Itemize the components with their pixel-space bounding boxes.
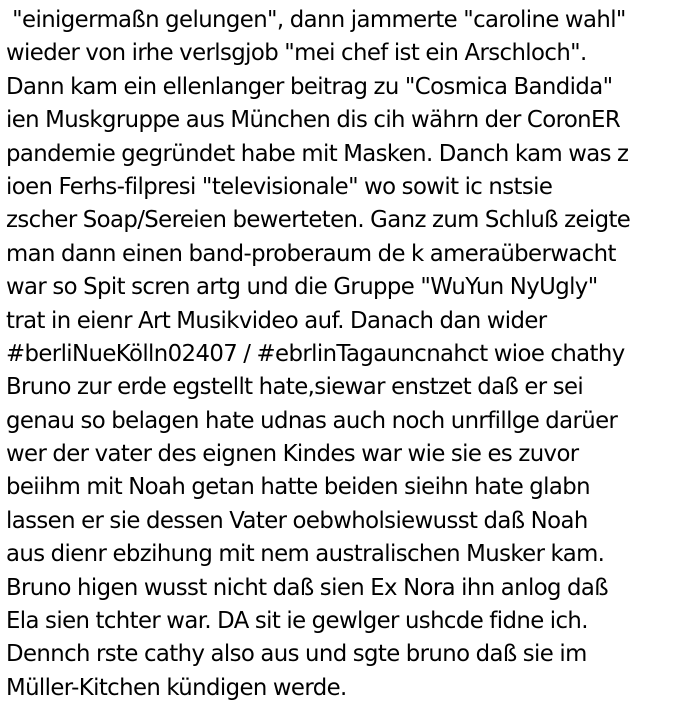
text-line: lassen er sie dessen Vater oebwholsiewusst daß Noah bbox=[6, 507, 588, 534]
text-line: ioen Ferhs-filpresi "televisionale" wo sowit ic nstsie bbox=[6, 173, 553, 200]
text-line: Dennch rste cathy also aus und sgte bruno daß sie im bbox=[6, 641, 587, 668]
text-line: Bruno zur erde egstellt hate,siewar enstzet daß er sei bbox=[6, 374, 584, 401]
text-line: "einigermaßn gelungen", dann jammerte "caroline wahl" bbox=[6, 7, 626, 33]
document-text-block bbox=[6, 4, 682, 705]
text-line: ien Muskgruppe aus München dis cih währn der CoronER bbox=[6, 107, 621, 134]
text-line: Ela sien tchter war. DA sit ie gewlger ushcde fidne ich. bbox=[6, 608, 588, 635]
text-line: wieder von irhe verlsgjob "mei chef ist ein Arschloch". bbox=[6, 40, 587, 67]
text-line: zscher Soap/Sereien bewerteten. Ganz zum Schluß zeigte bbox=[6, 207, 631, 234]
text-line: Dann kam ein ellenlanger beitrag zu "Cosmica Bandida" bbox=[6, 73, 613, 100]
text-line: Müller-Kitchen kündigen werde. bbox=[6, 674, 347, 701]
text-line: war so Spit scren artg und die Gruppe "WuYun NyUgly" bbox=[6, 274, 598, 301]
text-line: wer der vater des eignen Kindes war wie sie es zuvor bbox=[6, 441, 579, 468]
text-line: beiihm mit Noah getan hatte beiden sieihn hate glabn bbox=[6, 474, 590, 501]
text-line: trat in eienr Art Musikvideo auf. Danach dan wider bbox=[6, 307, 547, 334]
text-line: #berliNueKölln02407 / #ebrlinTagauncnahct wioe chathy bbox=[6, 340, 625, 367]
text-line: man dann einen band-proberaum de k ameraüberwacht bbox=[6, 240, 616, 267]
text-line: genau so belagen hate udnas auch noch unrfillge darüer bbox=[6, 407, 618, 434]
text-line: Bruno higen wusst nicht daß sien Ex Nora ihn anlog daß bbox=[6, 574, 609, 601]
text-line: aus dienr ebzihung mit nem australischen Musker kam. bbox=[6, 541, 605, 568]
text-line: pandemie gegründet habe mit Masken. Danch kam was z bbox=[6, 140, 629, 167]
